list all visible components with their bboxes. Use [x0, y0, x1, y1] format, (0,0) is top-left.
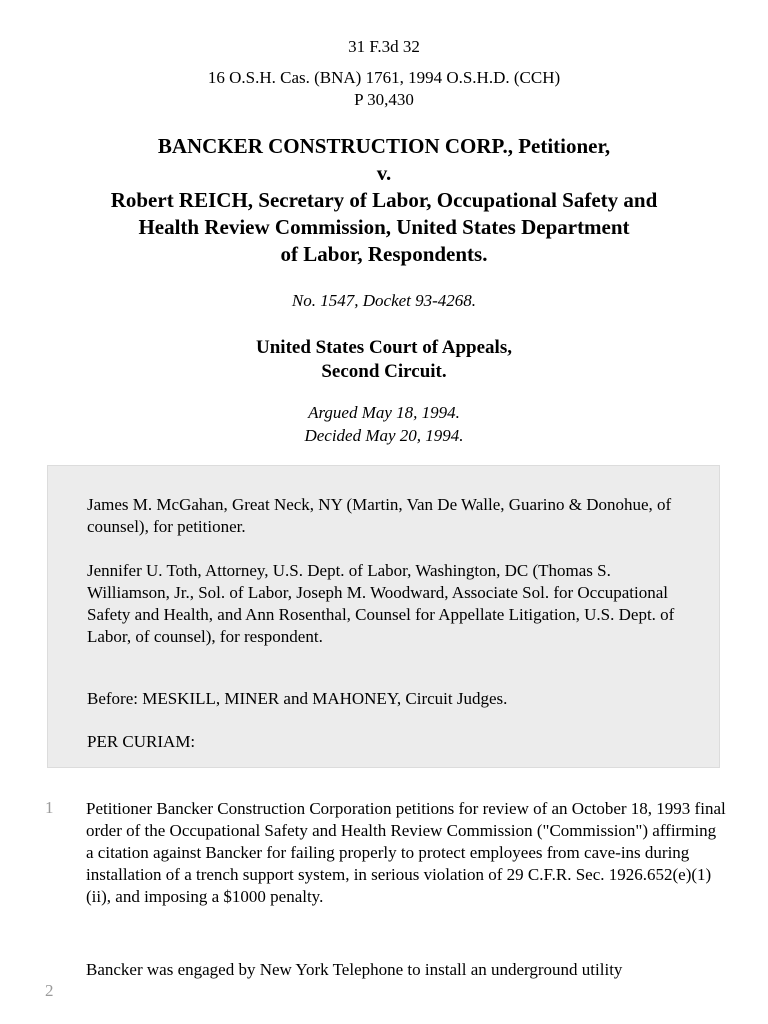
court-name-line2: Second Circuit. [321, 361, 447, 382]
per-curiam: PER CURIAM: [87, 732, 196, 751]
paragraph-text: Bancker was engaged by New York Telephone to install an underground utility [86, 960, 623, 979]
paragraph-number: 2 [45, 981, 54, 1000]
caption-line3: Robert REICH, Secretary of Labor, Occupational Safety and [110, 188, 658, 212]
parallel-citation-line2: P 30,430 [354, 90, 414, 109]
paragraph-number: 1 [45, 798, 54, 817]
respondent-counsel: Jennifer U. Toth, Attorney, U.S. Dept. of Labor, Washington, DC (Thomas S. Williamson, Jr., Sol. of Labor, Joseph M. Woodward, Associate Sol. for Occupational Safety and Health, and Ann Rosenthal, Counsel for Appellate Litigation, U.S. Dept. of Labor, of counsel), for respondent. [87, 561, 675, 646]
court-name-line1: United States Court of Appeals, [256, 337, 512, 358]
paragraph-text: Petitioner Bancker Construction Corporation petitions for review of an October 18, 1993 final order of the Occupational Safety and Health Review Commission ("Commission") affirming a citation against Bancker for failing properly to protect employees from cave-ins during installation of a trench support system, in serious violation of 29 C.F.R. Sec. 1926.652(e)(1)(ii), and imposing a $1000 penalty. [86, 799, 726, 906]
argued-date: Argued May 18, 1994. [308, 403, 460, 422]
caption-line4: Health Review Commission, United States Department [138, 215, 630, 239]
docket-number: No. 1547, Docket 93-4268. [291, 291, 477, 310]
decided-date: Decided May 20, 1994. [304, 426, 464, 445]
petitioner-counsel: James M. McGahan, Great Neck, NY (Martin, Van De Walle, Guarino & Donohue, of counsel), for petitioner. [87, 495, 672, 536]
panel-judges: Before: MESKILL, MINER and MAHONEY, Circuit Judges. [87, 689, 508, 708]
counsel-box [47, 465, 720, 768]
caption-line2: v. [376, 161, 392, 185]
reporter-citation: 31 F.3d 32 [348, 37, 420, 56]
parallel-citation-line1: 16 O.S.H. Cas. (BNA) 1761, 1994 O.S.H.D. (CCH) [207, 68, 561, 87]
caption-line5: of Labor, Respondents. [280, 242, 488, 266]
caption-line1: BANCKER CONSTRUCTION CORP., Petitioner, [157, 134, 611, 158]
